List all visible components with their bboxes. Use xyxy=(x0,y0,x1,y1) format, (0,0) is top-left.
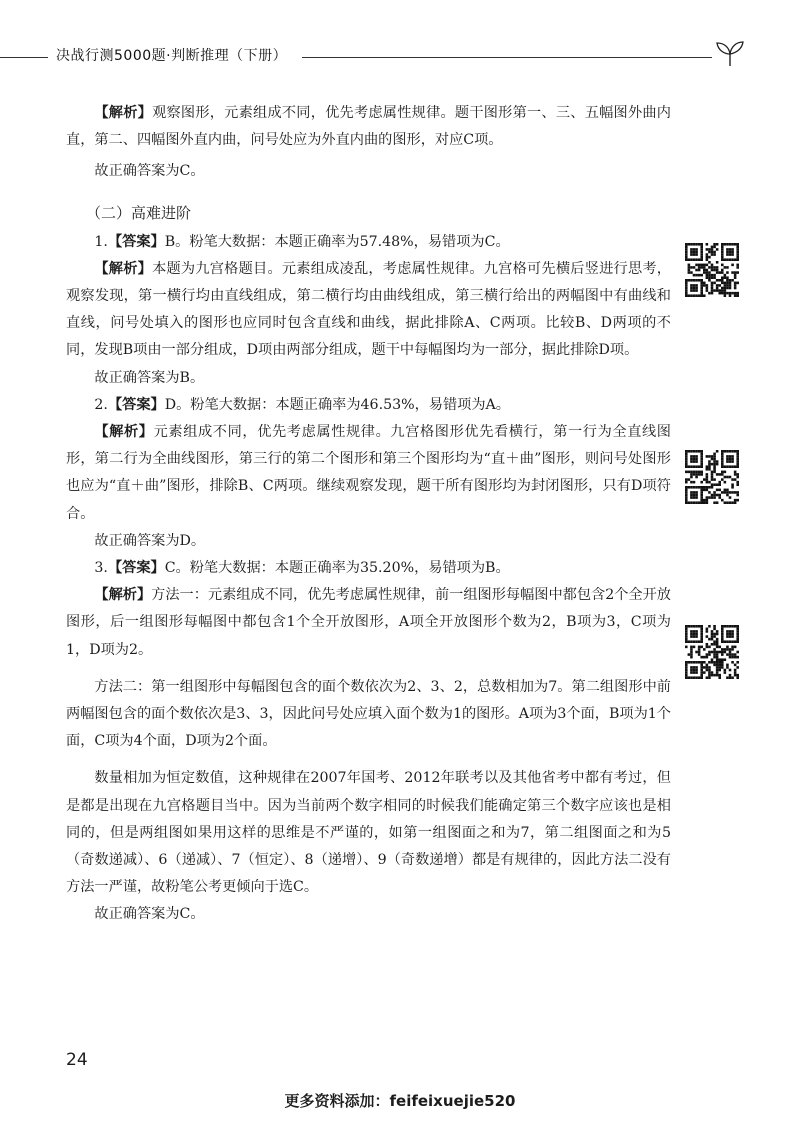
intro-explanation xyxy=(66,100,671,154)
qr-code-icon xyxy=(685,450,739,504)
q3-number: 3. xyxy=(94,560,108,577)
q3-note: 数量相加为恒定数值，这种规律在2007年国考、2012年联考以及其他省考中都有考过，但是都是出现在九宫格题目当中。因为当前两个数字相同的时候我们能确定第三个数字应该也是相同的，但是两组图如果用这样的思维是不严谨的，如第一组图面之和为7，第二组图面之和为5（奇数递减）、6（递减）、7（恒定）、8（递增）、9（奇数递增）都是有规律的，因此方法二没有方法一严谨，故粉笔公考更倾向于选C。 xyxy=(66,770,671,896)
explain-text: 观察图形，元素组成不同，优先考虑属性规律。题干图形第一、三、五幅图外曲内直，第二、四幅图外直内曲，问号处应为外直内曲的图形，对应C项。 xyxy=(66,105,671,149)
explain-tag: 【解析】 xyxy=(94,260,153,277)
explain-tag: 【解析】 xyxy=(94,424,154,441)
sprout-icon xyxy=(712,40,748,66)
q3-method2: 方法二：第一组图形中每幅图包含的面个数依次为2、3、2，总数相加为7。第二组图形中前两幅图包含的面个数依次是3、3，因此问号处应填入面个数为1的图形。A项为3个面，B项为1个面，C项为4个面，D项为2个面。 xyxy=(66,678,671,750)
page-content xyxy=(66,100,671,929)
header-rule-right xyxy=(302,57,712,58)
header-title: 决战行测5000题·判断推理（下册） xyxy=(56,48,288,64)
answer-tag: 【答案】 xyxy=(107,560,165,577)
page-header xyxy=(0,40,800,70)
q1-number: 1. xyxy=(94,233,108,250)
qr-code-icon xyxy=(685,625,739,679)
q3-answer xyxy=(66,555,671,582)
q3-answer-text: C。粉笔大数据：本题正确率为35.20%，易错项为B。 xyxy=(164,560,510,577)
qr-code-icon xyxy=(685,243,739,297)
q2-answer xyxy=(66,392,671,419)
explain-tag: 【解析】 xyxy=(94,105,153,121)
answer-tag: 【答案】 xyxy=(107,233,165,250)
q3-explanation xyxy=(66,582,671,664)
q2-explanation xyxy=(66,419,671,528)
page-number: 24 xyxy=(66,1050,88,1070)
q2-number: 2. xyxy=(94,396,108,413)
intro-answer: 故正确答案为C。 xyxy=(94,163,205,180)
q3-conclusion: 故正确答案为C。 xyxy=(94,906,205,923)
q1-conclusion: 故正确答案为B。 xyxy=(94,369,205,386)
header-rule-left xyxy=(0,57,48,58)
q1-explain-text: 本题为九宫格题目。元素组成凌乱，考虑属性规律。九宫格可先横后竖进行思考，观察发现，第一横行均由直线组成，第二横行均由曲线组成，第三横行给出的两幅图中有曲线和直线，问号处填入的图形也应同时包含直线和曲线，据此排除A、C两项。比较B、D两项的不同，发现B项由一部分组成，D项由两部分组成，题干中每幅图均为一部分，据此排除D项。 xyxy=(66,260,671,359)
answer-tag: 【答案】 xyxy=(107,396,165,413)
q1-answer xyxy=(66,229,671,256)
section-title: （二）高难进阶 xyxy=(86,203,192,222)
q2-explain-text: 元素组成不同，优先考虑属性规律。九宫格图形优先看横行，第一行为全直线图形，第二行为全曲线图形，第三行的第二个图形和第三个图形均为“直＋曲”图形，则问号处图形也应为“直＋曲”图形，排除B、C两项。继续观察发现，题干所有图形均为封闭图形，只有D项符合。 xyxy=(66,424,671,522)
footer-text: 更多资料添加：feifeixuejie520 xyxy=(284,1092,516,1110)
q1-explanation xyxy=(66,256,671,365)
q3-explain-text: 方法一：元素组成不同，优先考虑属性规律，前一组图形每幅图中都包含2个全开放图形，后一组图形每幅图中都包含1个全开放图形，A项全开放图形个数为2，B项为3，C项为1，D项为2。 xyxy=(66,587,671,658)
q1-answer-text: B。粉笔大数据：本题正确率为57.48%，易错项为C。 xyxy=(164,233,510,250)
q2-conclusion: 故正确答案为D。 xyxy=(94,532,206,549)
explain-tag: 【解析】 xyxy=(94,587,152,604)
q2-answer-text: D。粉笔大数据：本题正确率为46.53%，易错项为A。 xyxy=(164,396,510,413)
